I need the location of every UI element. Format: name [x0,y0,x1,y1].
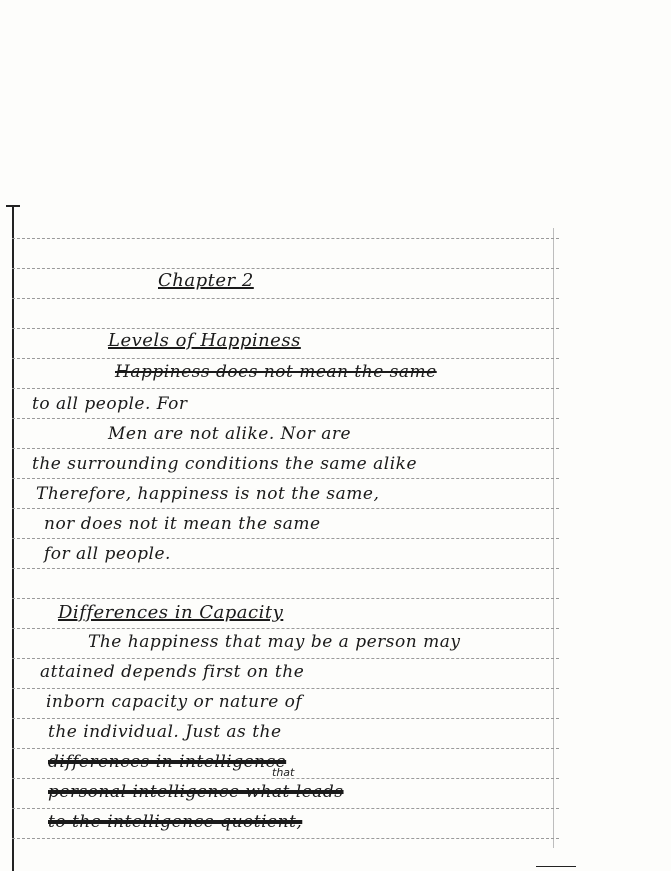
handwritten-line: The happiness that may be a person may [88,632,461,652]
ruled-line [12,838,559,839]
ruled-line [12,538,559,539]
ruled-line [12,388,559,389]
ruled-line [12,418,559,419]
handwritten-line: nor does not it mean the same [44,514,321,534]
ruled-line [12,568,559,569]
ruled-line [12,658,559,659]
ruled-line [12,688,559,689]
subheading: Differences in Capacity [58,602,284,623]
ruled-line [12,508,559,509]
handwritten-line: for all people. [44,544,171,564]
section-title: Levels of Happiness [108,330,301,351]
crossed-out-line: differences in intelligence [48,752,287,772]
ruled-line [12,628,559,629]
ruled-line [12,358,559,359]
inserted-word: that [272,766,295,779]
ruled-line [12,718,559,719]
ruled-line [12,268,559,269]
ruled-line [12,298,559,299]
crossed-out-line: personal intelligence what leads [48,782,344,802]
handwritten-line: Men are not alike. Nor are [108,424,352,444]
handwritten-line: the surrounding conditions the same alike [32,454,418,474]
ruled-line [12,748,559,749]
ruled-line [12,478,559,479]
handwritten-line: inborn capacity or nature of [46,692,303,712]
margin-tick [6,205,20,207]
ruled-line [12,448,559,449]
ruled-line [12,328,559,329]
handwritten-line: Therefore, happiness is not the same, [36,484,380,504]
bottom-right-tick [536,866,576,867]
ruled-line [12,808,559,809]
handwritten-line: attained depends first on the [40,662,305,682]
ruled-line [12,238,559,239]
ruled-line [12,598,559,599]
chapter-heading: Chapter 2 [158,270,254,291]
handwritten-line: to all people. For [32,394,188,414]
handwritten-line: Happiness does not mean the same [115,362,437,382]
handwritten-line: the individual. Just as the [48,722,282,742]
crossed-out-line: to the intelligence quotient, [48,812,303,832]
